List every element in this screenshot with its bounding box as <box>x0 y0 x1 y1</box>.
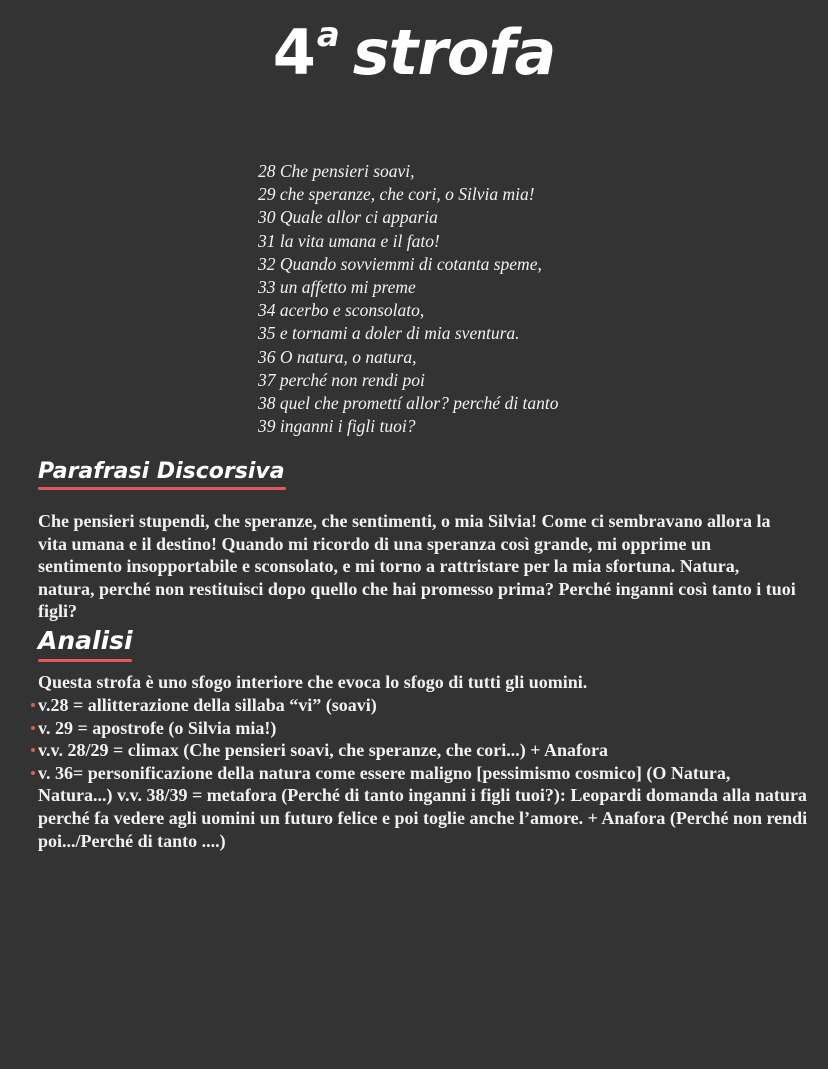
bullet-dot <box>31 771 35 775</box>
analisi-item <box>38 762 808 852</box>
poem-line: 32 Quando sovviemmi di cotanta speme, <box>258 253 542 274</box>
analisi-item-text: v. 29 = apostrofe (o Silvia mia!) <box>38 717 277 738</box>
parafrasi-heading-text: Parafrasi Discorsiva <box>38 459 285 484</box>
parafrasi-heading <box>38 461 285 483</box>
analisi-item <box>38 694 808 717</box>
analisi-item-text: v.v. 28/29 = climax (Che pensieri soavi, che speranze, che cori...) + Anafora <box>38 740 608 761</box>
poem-verses <box>258 160 559 438</box>
poem-line: 36 O natura, o natura, <box>258 346 417 367</box>
title-superscript: a <box>316 15 339 55</box>
poem-line: 33 un affetto mi preme <box>258 277 416 298</box>
poem-line: 31 la vita umana e il fato! <box>258 230 440 251</box>
parafrasi-underline <box>38 487 286 490</box>
analisi-heading <box>38 628 133 653</box>
analisi-item <box>38 717 808 740</box>
poem-line: 37 perché non rendi poi <box>258 369 425 390</box>
title-number: 4 <box>272 16 315 89</box>
bullet-dot <box>31 703 35 707</box>
analisi-intro: Questa strofa è uno sfogo interiore che evoca lo sfogo di tutti gli uomini. <box>38 672 588 692</box>
analisi-item-text: v.28 = allitterazione della sillaba “vi” (soavi) <box>38 695 377 715</box>
analisi-item <box>38 739 808 762</box>
page-title <box>0 15 828 89</box>
analisi-heading-text: Analisi <box>38 626 133 655</box>
analisi-list <box>38 694 808 852</box>
poem-line: 39 inganni i figli tuoi? <box>258 416 416 437</box>
title-word: strofa <box>352 16 556 89</box>
poem-line: 38 quel che promettí allor? perché di tanto <box>258 393 559 414</box>
poem-line: 28 Che pensieri soavi, <box>258 161 415 181</box>
poem-line: 34 acerbo e sconsolato, <box>258 300 425 321</box>
parafrasi-text: Che pensieri stupendi, che speranze, che sentimenti, o mia Silvia! Come ci sembravano allora la vita umana e il destino! Quando mi ricordo di una speranza così grande, mi opprime un sentimento insopportabile e sconsolato, e mi torno a rattristare per la mia sfortuna. Natura, natura, perché non restituisci dopo quello che hai promesso prima? Perché inganni così tanto i tuoi figli? <box>38 511 796 622</box>
bullet-dot <box>31 748 35 752</box>
poem-line: 30 Quale allor ci apparia <box>258 207 438 228</box>
analisi-item-text: v. 36= personificazione della natura come essere maligno [pessimismo cosmico] (O Natura, Natura...) v.v. 38/39 = metafora (Perché di tanto inganni i figli tuoi?): Leopardi domanda alla natura perché fa vedere agli uomini un futuro felice e poi toglie anche l’amore. + Anafora (Perché non rendi poi.../Perché di tanto ....) <box>38 762 808 851</box>
poem-line: 29 che speranze, che cori, o Silvia mia! <box>258 184 535 205</box>
analisi-underline <box>38 659 132 662</box>
bullet-dot <box>31 726 35 730</box>
poem-line: 35 e tornami a doler di mia sventura. <box>258 323 520 344</box>
